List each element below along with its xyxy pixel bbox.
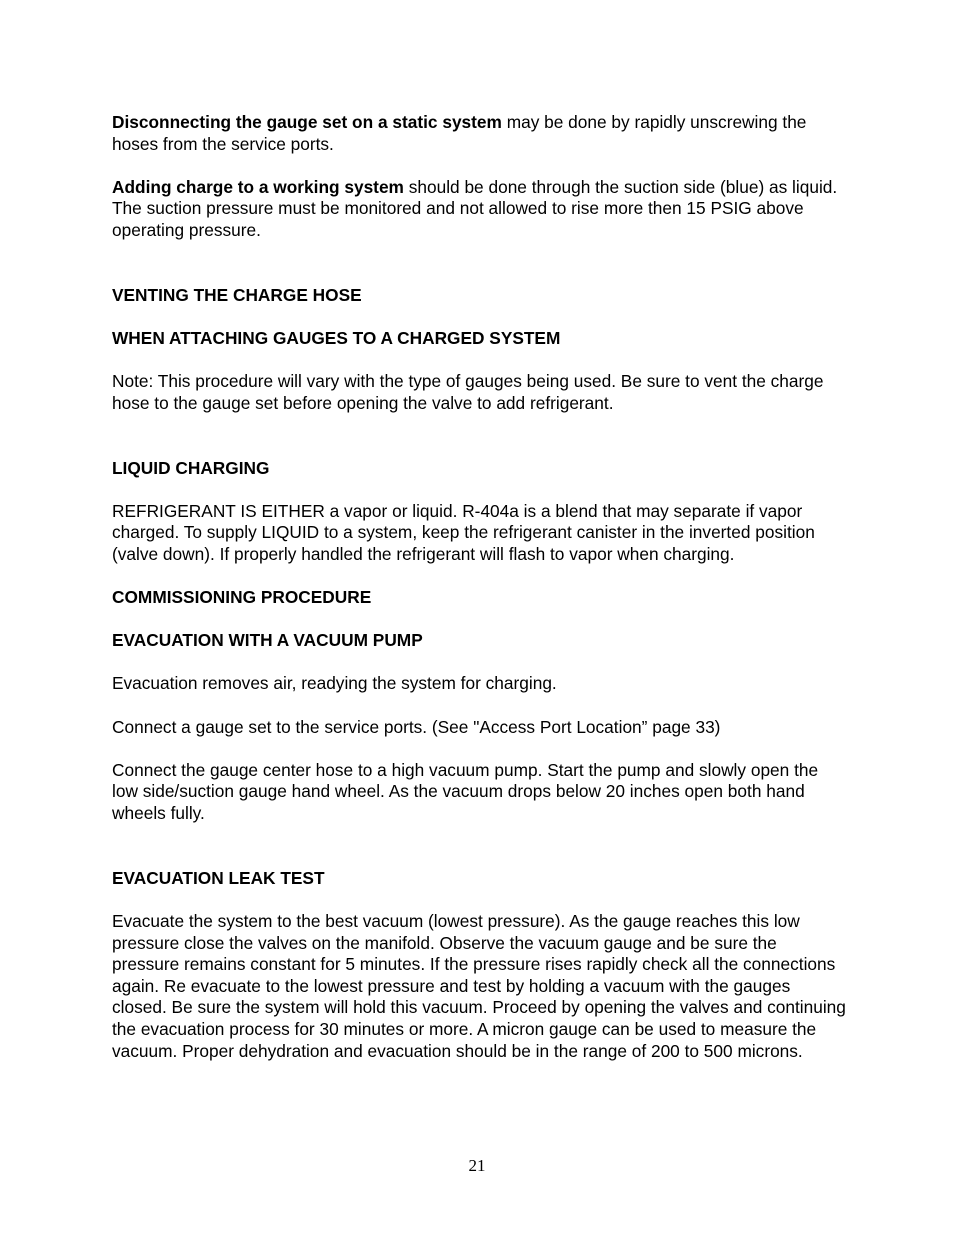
adding-charge-lead: Adding charge to a working system: [112, 176, 404, 197]
note-paragraph: Note: This procedure will vary with the type of gauges being used. Be sure to vent the charge hose to the gauge set before opening the valve to add refrigerant.: [112, 371, 824, 413]
disconnect-text: may be done by rapidly unscrewing the hoses from the service ports.: [112, 112, 807, 154]
heading-leak-test: EVACUATION LEAK TEST: [112, 867, 325, 888]
connect-hose-paragraph: Connect the gauge center hose to a high vacuum pump. Start the pump and slowly open the low side/suction gauge hand wheel. As the vacuum drops below 20 inches open both hand wheels fully.: [112, 759, 819, 823]
heading-venting: VENTING THE CHARGE HOSE: [112, 284, 362, 305]
disconnect-paragraph: [112, 112, 847, 155]
refrigerant-paragraph: REFRIGERANT IS EITHER a vapor or liquid. R-404a is a blend that may separate if vapor charged. To supply LIQUID to a system, keep the refrigerant canister in the inverted position (valve down). If properly handled the refrigerant will flash to vapor when charging.: [112, 500, 815, 564]
adding-charge-text: should be done through the suction side (blue) as liquid. The suction pressure must be monitored and not allowed to rise more then 15 PSIG above operating pressure.: [112, 176, 838, 240]
heading-commissioning: COMMISSIONING PROCEDURE: [112, 587, 372, 608]
heading-evacuation-pump: EVACUATION WITH A VACUUM PUMP: [112, 630, 423, 651]
connect-gauge-paragraph: Connect a gauge set to the service ports. (See "Access Port Location” page 33): [112, 716, 721, 737]
leak-test-paragraph: Evacuate the system to the best vacuum (lowest pressure). As the gauge reaches this low pressure close the valves on the manifold. Observe the vacuum gauge and be sure the pressure remains constant for 5 minutes. If the pressure rises rapidly check all the connections again. Re evacuate to the lowest pressure and test by holding a vacuum with the gauges closed. Be sure the system will hold this vacuum. Proceed by opening the valves and continuing the evacuation process for 30 minutes or more. A micron gauge can be used to measure the vacuum. Proper dehydration and evacuation should be in the range of 200 to 500 microns.: [112, 910, 846, 1061]
disconnect-lead: Disconnecting the gauge set on a static system: [112, 112, 502, 132]
heading-attaching: WHEN ATTACHING GAUGES TO A CHARGED SYSTEM: [112, 327, 561, 348]
evacuation-removes-paragraph: Evacuation removes air, readying the system for charging.: [112, 673, 557, 694]
document-page: [112, 112, 847, 1062]
adding-charge-paragraph: [112, 177, 847, 242]
page-number: 21: [468, 1156, 486, 1175]
heading-liquid-charging: LIQUID CHARGING: [112, 457, 270, 478]
